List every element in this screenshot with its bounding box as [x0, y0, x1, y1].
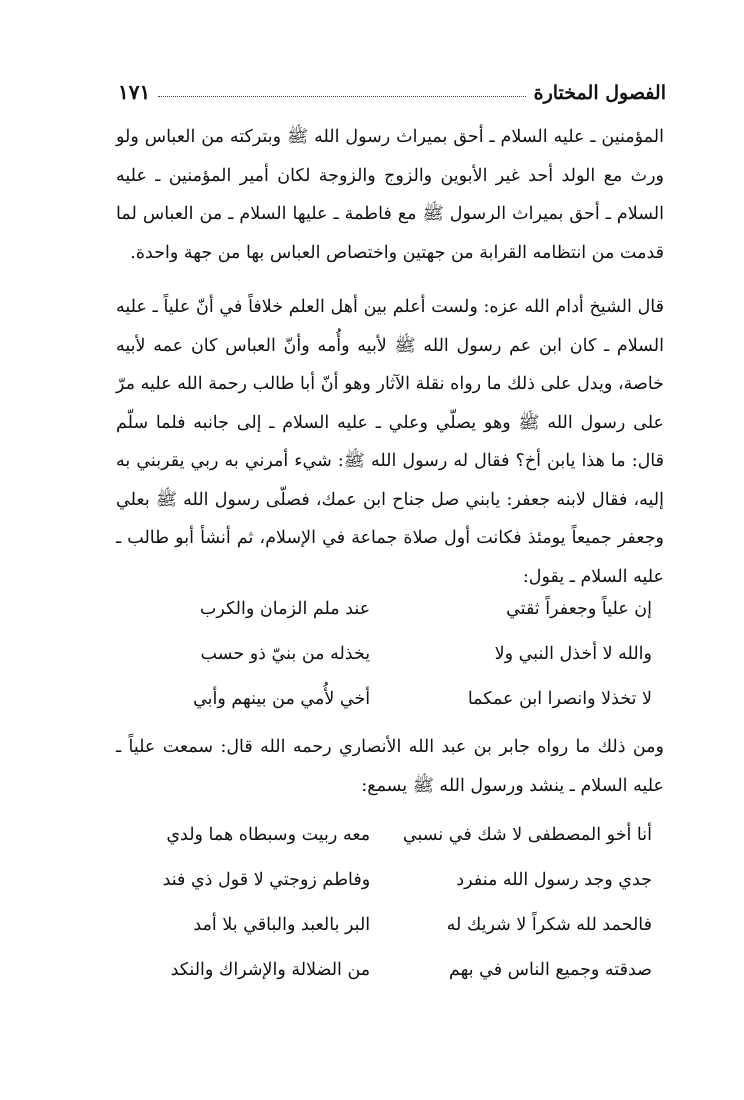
verse-second-hemistich: من الضلالة والإشراك والنكد	[170, 959, 371, 980]
verse-second-hemistich: معه ربيت وسبطاه هما ولدي	[166, 824, 371, 845]
poem-ali	[110, 812, 652, 992]
verse-second-hemistich: عند ملم الزمان والكرب	[199, 598, 371, 619]
verse-first-hemistich: لا تخذلا وانصرا ابن عمكما	[467, 688, 652, 709]
poem-abu-talib	[110, 586, 652, 721]
verse-second-hemistich: البر بالعبد والباقي بلا أمد	[193, 914, 371, 935]
verse-first-hemistich: أنا أخو المصطفى لا شك في نسبي	[402, 824, 652, 845]
poem-verse	[110, 857, 652, 902]
page-number: ١٧١	[118, 80, 151, 104]
verse-first-hemistich: والله لا أخذل النبي ولا	[494, 643, 652, 664]
verse-first-hemistich: صدقته وجميع الناس في بهم	[448, 959, 652, 980]
verse-first-hemistich: فالحمد لله شكراً لا شريك له	[446, 914, 652, 935]
poem-verse	[110, 902, 652, 947]
verse-first-hemistich: إن علياً وجعفراً ثقتي	[506, 598, 652, 619]
verse-second-hemistich: أخي لأُمي من بينهم وأبي	[193, 688, 371, 709]
poem-verse	[110, 812, 652, 857]
header-dotted-rule	[158, 95, 525, 97]
paragraph-inheritance: المؤمنين ـ عليه السلام ـ أحق بميراث رسول الله ﷺ وبتركته من العباس ولو ورث مع الولد أحد غير الأبوين والزوج والزوجة لكان أمير المؤمنين ـ عليه السلام ـ أحق بميراث الرسول ﷺ مع فاطمة ـ عليها السلام ـ من العباس لما قدمت من انتظامه القرابة من جهتين واختصاص العباس بها من جهة واحدة.	[116, 127, 664, 263]
verse-second-hemistich: يخذله من بنيّ ذو حسب	[200, 643, 371, 664]
verse-first-hemistich: جدي وجد رسول الله منفرد	[456, 869, 652, 890]
paragraph-sheikh-statement: قال الشيخ أدام الله عزه: ولست أعلم بين أهل العلم خلافاً في أنّ علياً ـ عليه السلام ـ كان ابن عم رسول الله ﷺ لأبيه وأُمه وأنّ العباس كان عمه لأبيه خاصة، ويدل على ذلك ما رواه نقلة الآثار وهو أنّ أبا طالب رحمة الله عليه مرّ على رسول الله ﷺ وهو يصلّي وعلي ـ عليه السلام ـ إلى جانبه فلما سلّم قال: ما هذا يابن أخ؟ فقال له رسول الله ﷺ: شيء أمرني به ربي يقربني به إليه، فقال لابنه جعفر: يابني صل جناح ابن عمك، فصلّى رسول الله ﷺ بعلي وجعفر جميعاً يومئذ فكانت أول صلاة جماعة في الإسلام، ثم أنشأ أبو طالب ـ عليه السلام ـ يقول:	[116, 297, 664, 587]
poem-verse	[110, 586, 652, 631]
paragraph-jabir-narration: ومن ذلك ما رواه جابر بن عبد الله الأنصاري رحمه الله قال: سمعت علياً ـ عليه السلام ـ ينشد ورسول الله ﷺ يسمع:	[116, 737, 664, 796]
poem-verse	[110, 631, 652, 676]
page-header	[118, 72, 666, 104]
verse-second-hemistich: وفاطم زوجتي لا قول ذي فند	[162, 869, 371, 890]
poem-verse	[110, 947, 652, 992]
poem-verse	[110, 676, 652, 721]
running-title: الفصول المختارة	[533, 82, 666, 104]
